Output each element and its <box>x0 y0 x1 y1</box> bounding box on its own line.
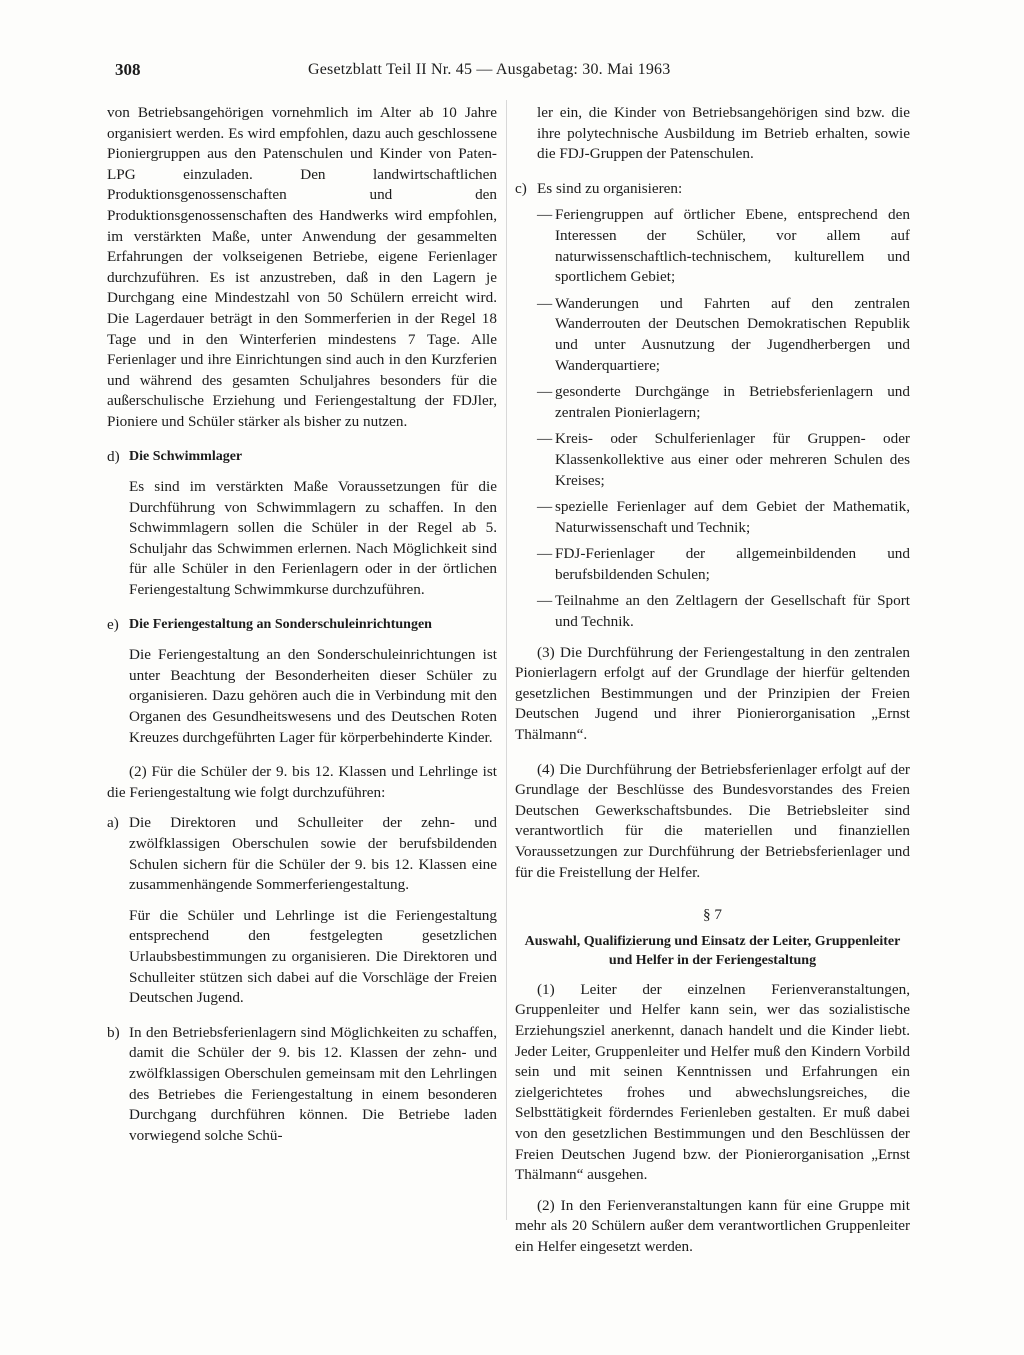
item-d-title: Die Schwimmlager <box>129 448 243 464</box>
dash-symbol: — <box>537 430 553 448</box>
page-header <box>115 60 915 82</box>
item-e-text: Die Feriengestaltung an den Sonderschuleinrichtungen ist unter Beachtung der Besonderheiten dieser Schüler zu organisieren. Dazu gehören auch die in Verbindung mit den Organen des Gesundheitswesens und des Deutschen Roten Kreuzes durchgeführten Lager für körperbehinderte Kinder. <box>129 646 497 746</box>
item-c-label: c) <box>515 179 527 197</box>
running-title: Gesetzblatt Teil II Nr. 45 — Ausgabetag: 30. Mai 1963 <box>308 61 671 78</box>
item-a <box>107 813 497 895</box>
item-d-label: d) <box>107 447 120 465</box>
list-item-text: Kreis- oder Schulferienlager für Gruppen- oder Klassenkollektive aus einer oder mehreren Schulen des Kreises; <box>555 430 910 489</box>
section-7-paragraph-2: (2) In den Ferienveranstaltungen kann für eine Gruppe mit mehr als 20 Schülern außer dem verantwortlichen Gruppenleiter ein Helfer eingesetzt werden. <box>515 1196 910 1255</box>
item-e-title: Die Feriengestaltung an Sonderschuleinrichtungen <box>129 616 432 632</box>
list-item-text: Wanderungen und Fahrten auf den zentralen Wanderrouten der Deutschen Demokratischen Republik und unter Ausnutzung der Jugendherbergen und Wanderquartiere; <box>555 294 910 374</box>
list-item-text: FDJ-Ferienlager der allgemeinbildenden und berufsbildenden Schulen; <box>555 545 910 583</box>
item-c-intro: Es sind zu organisieren: <box>537 179 683 197</box>
item-b <box>107 1023 497 1147</box>
intro-paragraph: von Betriebsangehörigen vornehmlich im Alter ab 10 Jahre organisiert werden. Es wird empfohlen, dazu auch geschlossene Pioniergruppen aus den Patenschulen und Kinder von Paten-LPG einzuladen. Den landwirtschaftlichen Produktionsgenossenschaften und den Produktionsgenossenschaften des Handwerks wird empfohlen, im verstärkten Maße, unter Anwendung der gesammelten Erfahrungen der volkseigenen Betriebe, eigene Ferienlager durchzuführen. Es ist anzustreben, daß in den Lagern je Durchgang eine Mindestzahl von 50 Schülern erreicht wird. Die Lagerdauer beträgt in den Sommerferien in der Regel 18 Tage und in den Winterferien mindestens 7 Tage. Alle Ferienlager und ihre Einrichtungen sind auch in den Kurzferien und während des gesamten Schuljahres besonders für die außerschulische Erziehung und Feriengestaltung der FDJler, Pioniere und Schüler stärker als bisher zu nutzen. <box>107 104 497 430</box>
list-item-text: Feriengruppen auf örtlicher Ebene, entsprechend den Interessen der Schüler, vor allem auf naturwissenschaftlich-technischem, kulturellem und sportlichem Gebiet; <box>555 206 910 286</box>
section-title: Auswahl, Qualifizierung und Einsatz der Leiter, Gruppenleiter und Helfer in der Feriengestaltung <box>524 933 901 968</box>
item-c-list <box>515 205 910 632</box>
paragraph-4: (4) Die Durchführung der Betriebsferienlager erfolgt auf der Grundlage der Beschlüsse des Bundesvorstandes des Freien Deutschen Gewerkschaftsbundes. Die Betriebsleiter sind verantwortlich für die materiellen und finanziellen Voraussetzungen zur Durchführung der Betriebsferienlager und für die Freistellung der Helfer. <box>515 760 910 881</box>
dash-symbol: — <box>537 383 553 401</box>
item-e-label: e) <box>107 615 119 633</box>
list-item <box>537 591 910 632</box>
item-c-heading <box>515 179 910 200</box>
left-column <box>107 103 497 1146</box>
page-number: 308 <box>115 60 141 79</box>
list-item-text: spezielle Ferienlager auf dem Gebiet der Mathematik, Naturwissenschaft und Technik; <box>555 498 910 536</box>
list-item <box>537 544 910 585</box>
item-a-label: a) <box>107 814 119 832</box>
item-b-text: In den Betriebsferienlagern sind Möglichkeiten zu schaffen, damit die Schüler der 9. bis 12. Klassen der zehn- und zwölfklassigen Oberschulen gemeinsam mit den Lehrlingen des Betriebes die Feriengestaltung in einem besonderen Durchgang durchführen können. Die Betriebe laden vorwiegend solche Schü- <box>129 1023 497 1144</box>
item-a-text-2: Für die Schüler und Lehrlinge ist die Feriengestaltung entsprechend den festgelegten gesetzlichen Urlaubsbestimmungen zu organisieren. Die Direktoren und Schulleiter stützen sich dabei auf die Vorschläge der Freien Deutschen Jugend. <box>129 906 497 1007</box>
list-item-text: gesonderte Durchgänge in Betriebsferienlagern und zentralen Pionierlagern; <box>555 383 910 421</box>
list-item <box>537 294 910 376</box>
paragraph-2-intro: (2) Für die Schüler der 9. bis 12. Klassen und Lehrlinge ist die Feriengestaltung wie folgt durchzuführen: <box>107 763 497 801</box>
item-a-text-1: Die Direktoren und Schulleiter der zehn- und zwölfklassigen Oberschulen sowie der berufsbildenden Schulen sichern für die Schüler der 9. bis 12. Klassen eine zusammenhängende Sommerferiengestaltung. <box>129 814 497 894</box>
dash-symbol: — <box>537 294 553 312</box>
section-number: § 7 <box>703 906 722 924</box>
item-d-heading <box>107 447 497 468</box>
list-item-text: Teilnahme an den Zeltlagern der Gesellschaft für Sport und Technik. <box>555 592 910 631</box>
item-d-text: Es sind im verstärkten Maße Voraussetzungen für die Durchführung von Schwimmlagern zu schaffen. In den Schwimmlagern sollen die Schüler in der Regel ab 5. Schuljahr das Schwimmen erlernen. Nach Möglichkeit sind für alle Schüler in den Ferienlagern oder in der örtlichen Feriengestaltung Schwimmkurse durchzuführen. <box>129 478 497 599</box>
dash-symbol: — <box>537 592 553 610</box>
right-column <box>515 103 910 1258</box>
item-b-continuation: ler ein, die Kinder von Betriebsangehörigen sind bzw. die ihre polytechnische Ausbildung im Betrieb erhalten, sowie die FDJ-Gruppen der Patenschulen. <box>537 104 910 163</box>
section-7-heading <box>515 905 910 970</box>
list-item <box>537 429 910 491</box>
list-item <box>537 497 910 538</box>
paragraph-3: (3) Die Durchführung der Feriengestaltung in den zentralen Pionierlagern erfolgt auf der Grundlage der hierfür geltenden gesetzlichen Bestimmungen und der Prinzipien der Freien Deutschen Jugend und ihrer Pionierorganisation „Ernst Thälmann“. <box>515 643 910 744</box>
dash-symbol: — <box>537 545 553 563</box>
list-item <box>537 382 910 423</box>
column-divider <box>506 100 507 1220</box>
item-e-heading <box>107 615 497 636</box>
list-item <box>537 205 910 287</box>
dash-symbol: — <box>537 498 553 516</box>
section-7-paragraph-1: (1) Leiter der einzelnen Ferienveranstaltungen, Gruppenleiter und Helfer kann sein, wer das sozialistische Erziehungsziel anerkennt, danach handelt und die Kinder liebt. Jeder Leiter, Gruppenleiter und Helfer muß den Kindern Vorbild sein und mit seinen Kenntnissen und Erfahrungen ein zielgerichtetes frohes und abwechslungsreiches, die Selbsttätigkeit förderndes Ferienleben gestalten. Er muß dabei von den gesetzlichen Bestimmungen und den Beschlüssen der Freien Deutschen Jugend bzw. der Pionierorganisation „Ernst Thälmann“ ausgehen. <box>515 980 910 1184</box>
dash-symbol: — <box>537 206 553 224</box>
item-b-label: b) <box>107 1023 120 1041</box>
